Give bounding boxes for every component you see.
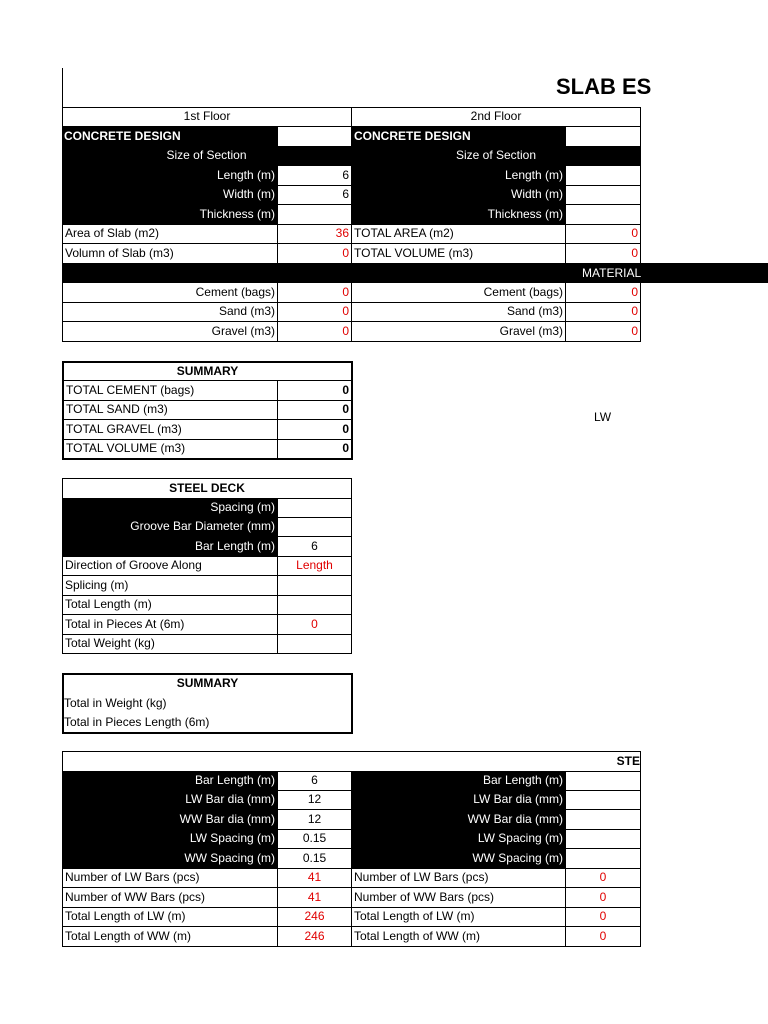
steel-deck-direction-label: Direction of Groove Along <box>62 556 278 576</box>
steel-deck-weight-value <box>278 634 352 654</box>
rebar1-wwdia-value[interactable]: 12 <box>278 810 352 830</box>
floor2-length-label: Length (m) <box>352 166 566 186</box>
rebar2-wwspacing-value[interactable] <box>566 849 641 869</box>
floor2-volume-label: TOTAL VOLUME (m3) <box>352 244 566 264</box>
steel-deck-splicing-value <box>278 576 352 596</box>
rebar2-lenlw-label: Total Length of LW (m) <box>352 907 566 927</box>
steel-deck-direction-value[interactable]: Length <box>278 556 352 576</box>
floor1-width-value[interactable]: 6 <box>278 185 352 205</box>
steel-deck-spacing-label: Spacing (m) <box>62 498 278 518</box>
rebar2-lwdia-label: LW Bar dia (mm) <box>352 790 566 810</box>
floor1-volume-label: Volumn of Slab (m3) <box>62 244 278 264</box>
summary-sand-label: TOTAL SAND (m3) <box>64 400 278 420</box>
summary-cement-value: 0 <box>278 381 351 401</box>
floor2-volume-value: 0 <box>566 244 641 264</box>
summary-cement-label: TOTAL CEMENT (bags) <box>64 381 278 401</box>
floor1-length-label: Length (m) <box>62 166 278 186</box>
summary-volume-value: 0 <box>342 441 349 455</box>
floor1-gravel-value: 0 <box>278 322 352 342</box>
rebar1-lwdia-label: LW Bar dia (mm) <box>62 790 278 810</box>
summary2-title: SUMMARY <box>176 676 239 690</box>
floor2-width-label: Width (m) <box>352 185 566 205</box>
steel-deck-groove-label: Groove Bar Diameter (mm) <box>62 517 278 537</box>
rebar2-wwdia-value[interactable] <box>566 810 641 830</box>
rebar2-numww-label: Number of WW Bars (pcs) <box>352 888 566 908</box>
rebar1-barlen-label: Bar Length (m) <box>62 771 278 791</box>
floor2-gravel-label: Gravel (m3) <box>352 322 566 342</box>
floor1-gravel-label: Gravel (m3) <box>62 322 278 342</box>
summary-sand-value: 0 <box>278 400 351 420</box>
rebar2-numww-value: 0 <box>566 888 641 908</box>
rebar1-lwdia-value[interactable]: 12 <box>278 790 352 810</box>
rebar2-barlen-label: Bar Length (m) <box>352 771 566 791</box>
steel-deck-weight-label: Total Weight (kg) <box>62 634 278 654</box>
rebar1-wwdia-label: WW Bar dia (mm) <box>62 810 278 830</box>
rebar1-numww-value: 41 <box>278 888 352 908</box>
summary-gravel-value: 0 <box>278 420 351 440</box>
floor2-concrete-design: CONCRETE DESIGN <box>352 127 566 147</box>
material-bar-label: MATERIAL <box>582 266 642 280</box>
rebar1-numlw-value: 41 <box>278 868 352 888</box>
rebar-header-label: STE <box>616 754 640 768</box>
rebar1-lenlw-value: 246 <box>278 907 352 927</box>
rebar2-lwdia-value[interactable] <box>566 790 641 810</box>
rebar2-lwspacing-label: LW Spacing (m) <box>352 829 566 849</box>
floor1-sand-label: Sand (m3) <box>62 302 278 322</box>
floor1-thickness-label: Thickness (m) <box>62 205 278 225</box>
floor1-area-value: 36 <box>278 224 352 244</box>
rebar1-lenww-value: 246 <box>278 927 352 947</box>
rebar1-numww-label: Number of WW Bars (pcs) <box>62 888 278 908</box>
sheet-border-left <box>62 68 63 108</box>
floor1-size-of-section: Size of Section <box>62 146 352 166</box>
rebar1-lenww-label: Total Length of WW (m) <box>62 927 278 947</box>
floor1-cement-value: 0 <box>278 283 352 303</box>
rebar2-numlw-label: Number of LW Bars (pcs) <box>352 868 566 888</box>
steel-deck-barlen-label: Bar Length (m) <box>62 537 278 557</box>
floor1-length-value[interactable]: 6 <box>278 166 352 186</box>
floor2-width-value[interactable] <box>566 185 641 205</box>
floor2-size-of-section: Size of Section <box>352 146 641 166</box>
floor2-sand-label: Sand (m3) <box>352 302 566 322</box>
floor1-concrete-design: CONCRETE DESIGN <box>62 127 278 147</box>
floor2-area-label: TOTAL AREA (m2) <box>352 224 566 244</box>
rebar2-lenlw-value: 0 <box>566 907 641 927</box>
floor1-sand-value: 0 <box>278 302 352 322</box>
rebar2-wwdia-label: WW Bar dia (mm) <box>352 810 566 830</box>
floor1-width-label: Width (m) <box>62 185 278 205</box>
floor2-cement-label: Cement (bags) <box>352 283 566 303</box>
rebar1-wwspacing-value[interactable]: 0.15 <box>278 849 352 869</box>
rebar1-lenlw-label: Total Length of LW (m) <box>62 907 278 927</box>
floor2-sand-value: 0 <box>566 302 641 322</box>
floor1-header: 1st Floor <box>62 107 352 127</box>
floor2-concrete-cell[interactable] <box>566 127 641 147</box>
floor2-thickness-label: Thickness (m) <box>352 205 566 225</box>
steel-deck-splicing-label: Splicing (m) <box>62 576 278 596</box>
rebar1-barlen-value[interactable]: 6 <box>278 771 352 791</box>
steel-deck-totlen-value <box>278 595 352 615</box>
floor2-length-value[interactable] <box>566 166 641 186</box>
steel-deck-spacing-value[interactable] <box>278 498 352 518</box>
floor1-area-label: Area of Slab (m2) <box>62 224 278 244</box>
steel-deck-barlen-value[interactable]: 6 <box>278 537 352 557</box>
rebar1-wwspacing-label: WW Spacing (m) <box>62 849 278 869</box>
rebar-header-row <box>62 752 641 772</box>
summary2-weight-label: Total in Weight (kg) <box>64 696 167 710</box>
floor2-area-value: 0 <box>566 224 641 244</box>
floor2-cement-value: 0 <box>566 283 641 303</box>
page-title: SLAB ES <box>556 74 652 99</box>
floor2-thickness-value[interactable] <box>566 205 641 225</box>
steel-deck-totlen-label: Total Length (m) <box>62 595 278 615</box>
summary-gravel-label: TOTAL GRAVEL (m3) <box>64 420 278 440</box>
rebar2-lwspacing-value[interactable] <box>566 829 641 849</box>
floor2-gravel-value: 0 <box>566 322 641 342</box>
rebar2-barlen-value[interactable] <box>566 771 641 791</box>
summary-volume-label: TOTAL VOLUME (m3) <box>64 439 278 459</box>
floor1-volume-value: 0 <box>278 244 352 264</box>
material-bar <box>62 263 768 283</box>
lw-label: LW <box>594 410 612 424</box>
steel-deck-groove-value[interactable] <box>278 517 352 537</box>
floor1-concrete-cell[interactable] <box>278 127 352 147</box>
rebar2-lenww-value: 0 <box>566 927 641 947</box>
summary2-pieces-label: Total in Pieces Length (6m) <box>64 715 210 729</box>
rebar1-lwspacing-label: LW Spacing (m) <box>62 829 278 849</box>
summary-title: SUMMARY <box>64 363 351 381</box>
floor2-header: 2nd Floor <box>352 107 641 127</box>
rebar2-lenww-label: Total Length of WW (m) <box>352 927 566 947</box>
floor1-cement-label: Cement (bags) <box>62 283 278 303</box>
steel-deck-title: STEEL DECK <box>62 479 352 499</box>
rebar1-numlw-label: Number of LW Bars (pcs) <box>62 868 278 888</box>
rebar1-lwspacing-value[interactable]: 0.15 <box>278 829 352 849</box>
steel-deck-pieces-value: 0 <box>278 615 352 635</box>
rebar2-numlw-value: 0 <box>566 868 641 888</box>
rebar2-wwspacing-label: WW Spacing (m) <box>352 849 566 869</box>
steel-deck-pieces-label: Total in Pieces At (6m) <box>62 615 278 635</box>
floor1-thickness-value[interactable] <box>278 205 352 225</box>
